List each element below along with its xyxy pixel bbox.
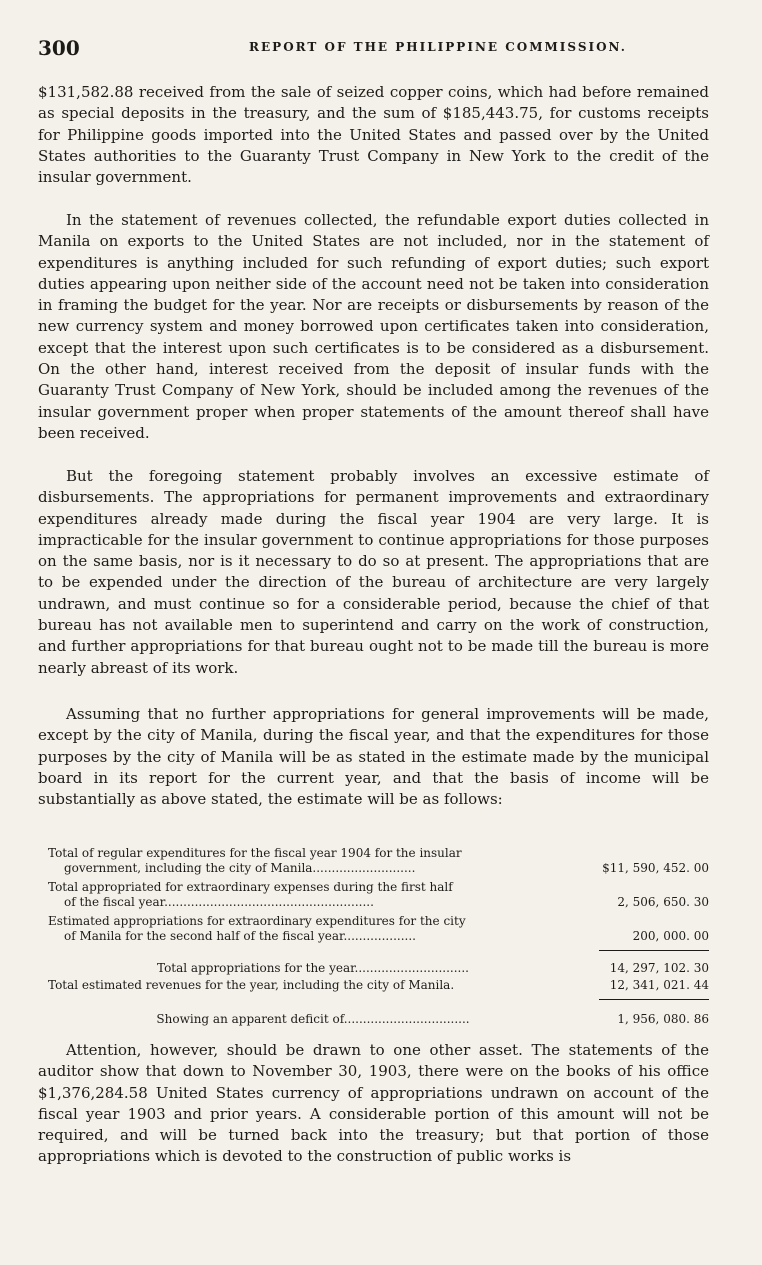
budget-row-label-cont: of Manila for the second half of the fiscal year................... [64,929,416,943]
total-revenues-label: Total estimated revenues for the year, including the city of Manila. [48,978,455,992]
budget-table [48,846,709,1027]
paragraph-2: In the statement of revenues collected, the refundable export duties collected in Manila on exports to the United States are not included, nor in the statement of expenditures is anything included for such refunding of export duties; such export duties appearing upon neither side of the account need not be taken into consideration in framing the budget for the year. Nor are receipts or disbursements by reason of the new currency system and money borrowed upon certificates taken into consideration, except that the interest upon such certificates is to be considered as a disbursement. On the other hand, interest received from the deposit of insular funds with the Guaranty Trust Company of New York, should be included among the revenues of the insular government proper when proper statements of the amount thereof shall have been received. [38,211,709,442]
budget-row [48,914,709,944]
deficit-row [48,1012,709,1027]
deficit-value: 1, 956, 080. 86 [617,1012,709,1026]
budget-row-value: 200, 000. 00 [632,929,709,943]
total-appropriations-row [48,961,709,976]
page-header [38,36,728,60]
page-number: 300 [38,36,80,60]
body-text [38,82,709,832]
budget-row-label: Total appropriated for extraordinary expenses during the first half [48,880,453,894]
paragraph-3: But the foregoing statement probably involves an excessive estimate of disbursements. The appropriations for permanent improvements and extraordinary expenditures already made during the fiscal year 1904 are very large. It is impracticable for the insular government to continue appropriations for those purposes on the same basis, nor is it necessary to do so at present. The appropriations that are to be expended under the direction of the bureau of architecture are very largely undrawn, and must continue so for a considerable period, because the chief of that bureau has not available men to superintend and carry on the work of construction, and further appropriations for that bureau ought not to be made till the bureau is more nearly abreast of its work. [38,467,709,677]
budget-row [48,846,709,876]
total-appropriations-value: 14, 297, 102. 30 [609,961,709,975]
total-revenues-value: 12, 341, 021. 44 [609,978,709,992]
sum-rule [599,950,709,951]
budget-row-label: Total of regular expenditures for the fiscal year 1904 for the insular [48,846,462,860]
total-revenues-row [48,978,709,993]
paragraph-5: Attention, however, should be drawn to one other asset. The statements of the auditor show that down to November 30, 1903, there were on the books of his office $1,376,284.58 United States currency of appropriations undrawn on account of the fiscal year 1903 and prior years. A considerable portion of this amount will not be required, and will be turned back into the treasury; but that portion of those appropriations which is devoted to the construction of public works is [38,1041,709,1166]
paragraph-4: Assuming that no further appropriations for general improvements will be made, except by the city of Manila, during the fiscal year, and that the expenditures for those purposes by the city of Manila will be as stated in the estimate made by the municipal board in its report for the current year, and that the basis of income will be substantially as above stated, the estimate will be as follows: [38,705,709,809]
budget-row-label: Estimated appropriations for extraordinary expenditures for the city [48,914,466,928]
paragraph-1: $131,582.88 received from the sale of seized copper coins, which had before remained as special deposits in the treasury, and the sum of $185,443.75, for customs receipts for Philippine goods imported into the United States and passed over by the United States authorities to the Guaranty Trust Company in New York to the credit of the insular government. [38,83,709,187]
difference-rule [599,999,709,1000]
budget-row-value: 2, 506, 650. 30 [617,895,709,909]
final-section [38,1040,709,1168]
budget-row [48,880,709,910]
total-appropriations-label: Total appropriations for the year.............................. [157,961,469,975]
deficit-label: Showing an apparent deficit of................................. [156,1012,470,1026]
budget-row-value: $11, 590, 452. 00 [602,861,709,875]
running-title: REPORT OF THE PHILIPPINE COMMISSION. [249,40,627,54]
budget-row-label-cont: of the fiscal year....................................................... [64,895,374,909]
budget-row-label-cont: government, including the city of Manila........................... [64,861,416,875]
